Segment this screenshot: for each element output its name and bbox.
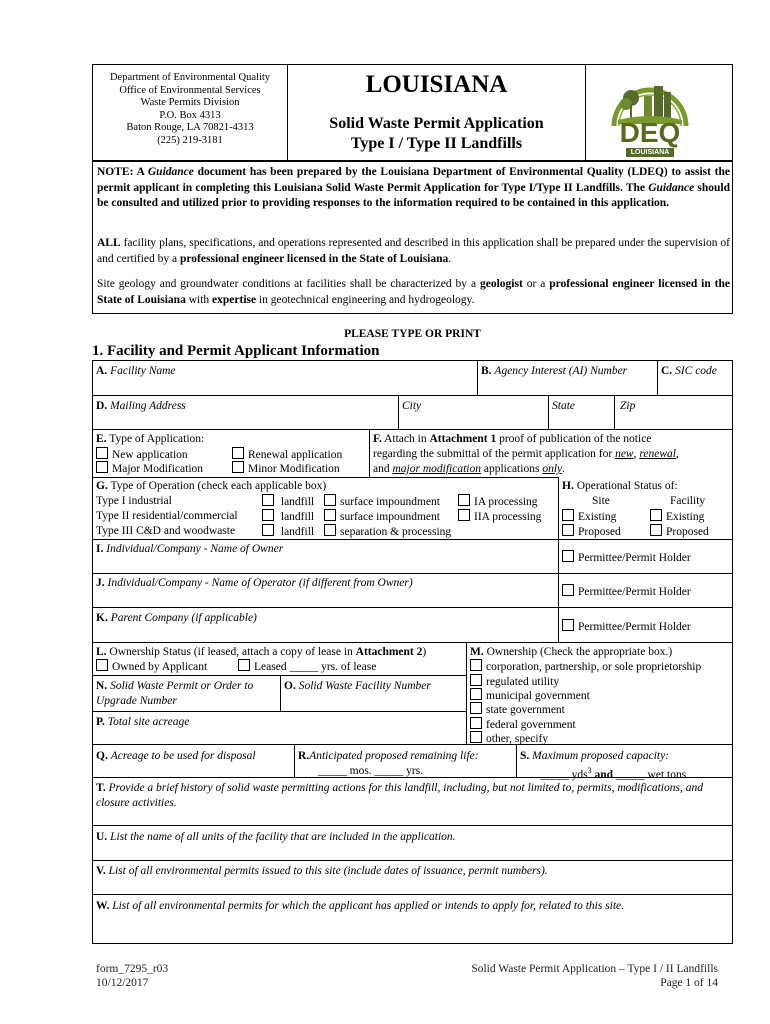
major-modification-checkbox[interactable]: Major Modification xyxy=(96,461,203,477)
operation-type-label: G. Type of Operation (check each applicable box) xyxy=(96,480,327,492)
type2-surface-impoundment-checkbox[interactable]: surface impoundment xyxy=(324,509,440,525)
renewal-application-checkbox[interactable]: Renewal application xyxy=(232,447,342,463)
dept-line: (225) 219-3181 xyxy=(157,134,223,146)
total-site-acreage-field[interactable]: P. Total site acreage xyxy=(96,716,190,728)
dept-line: Waste Permits Division xyxy=(140,97,240,108)
footer-title: Solid Waste Permit Application – Type I / II Landfills xyxy=(471,963,718,975)
max-capacity-blanks[interactable]: _____ yds$^3$ and _____ wet tons xyxy=(540,766,687,781)
facility-column-label: Facility xyxy=(670,495,706,507)
engineer-paragraph: ALL facility plans, specifications, and operations represented and described in this application shall be prepared under the supervision of and certified by a professional engineer licensed in the State of Louisiana. xyxy=(97,237,730,265)
deq-logo-text: DEQ xyxy=(619,117,681,148)
permit-order-number-field[interactable]: N. Solid Waste Permit or Order to Upgrade Number xyxy=(96,680,254,707)
max-capacity-field[interactable]: S. Maximum proposed capacity: xyxy=(520,750,670,762)
operator-permittee-checkbox[interactable]: Permittee/Permit Holder xyxy=(562,584,691,600)
facility-units-field[interactable]: U. List the name of all units of the facility that are included in the application. xyxy=(96,831,456,843)
footer-form-info xyxy=(96,962,168,990)
section-title: 1. Facility and Permit Applicant Information xyxy=(92,343,380,359)
form-date: 10/12/2017 xyxy=(96,977,149,989)
form-title-line2: Type I / Type II Landfills xyxy=(350,135,523,152)
site-proposed-checkbox[interactable]: Proposed xyxy=(562,524,621,540)
type1-surface-impoundment-checkbox[interactable]: surface impoundment xyxy=(324,494,440,510)
disposal-acreage-field[interactable]: Q. Acreage to be used for disposal xyxy=(96,750,256,762)
city-field[interactable]: City xyxy=(402,400,422,412)
operation-type-row: Type II residential/commercial xyxy=(96,510,238,522)
state-field[interactable]: State xyxy=(552,400,575,412)
footer-page-info xyxy=(380,962,718,990)
minor-modification-checkbox[interactable]: Minor Modification xyxy=(232,461,340,477)
facility-name-field[interactable]: A. Facility Name xyxy=(96,365,176,377)
sic-code-field[interactable]: C. SIC code xyxy=(661,365,717,377)
dept-line: Department of Environmental Quality xyxy=(109,72,271,83)
form-title-line1: Solid Waste Permit Application xyxy=(329,115,544,132)
application-type: E. Type of Application: xyxy=(96,433,205,445)
parent-permittee-checkbox[interactable]: Permittee/Permit Holder xyxy=(562,619,691,635)
owner-permittee-checkbox[interactable]: Permittee/Permit Holder xyxy=(562,550,691,566)
ownership-other-checkbox[interactable]: other, specify xyxy=(470,731,548,747)
remaining-life-field[interactable]: R.Anticipated proposed remaining life: xyxy=(298,750,479,762)
site-existing-checkbox[interactable]: Existing xyxy=(562,509,616,525)
ia-processing-checkbox[interactable]: IA processing xyxy=(458,494,538,510)
form-number: form_7295_r03 xyxy=(96,963,169,975)
operation-type-row: Type I industrial xyxy=(96,495,172,507)
agency-interest-number-field[interactable]: B. Agency Interest (AI) Number xyxy=(481,365,628,377)
operational-status-label: H. Operational Status of: xyxy=(562,480,678,492)
leased-checkbox[interactable]: Leased _____ yrs. of lease xyxy=(238,659,376,675)
parent-company-field[interactable]: K. Parent Company (if applicable) xyxy=(96,612,257,624)
operator-name-field[interactable]: J. Individual/Company - Name of Operator (if different from Owner) xyxy=(96,577,413,589)
attachment-1-instruction: F. Attach in Attachment 1 proof of publication of the notice xyxy=(373,433,652,445)
owner-name-field[interactable]: I. Individual/Company - Name of Owner xyxy=(96,543,284,555)
facility-proposed-checkbox[interactable]: Proposed xyxy=(650,524,709,540)
note-paragraph: NOTE: A Guidance document has been prepared by the Louisiana Department of Environmental Quality (LDEQ) to assist the permit applicant in completing this Louisiana Solid Waste Permit Application for Type I/Type II Landfills. The Guidance should be consulted and utilized prior to providing responses to the information required to be contained in this application. xyxy=(97,166,730,209)
deq-logo xyxy=(604,68,696,158)
ownership-corporation-checkbox[interactable]: corporation, partnership, or sole proprietorship xyxy=(470,659,701,675)
site-column-label: Site xyxy=(592,495,610,507)
attachment-1-instruction-line3: and major modification applications only. xyxy=(373,463,565,475)
operation-type-row: Type III C&D and woodwaste xyxy=(96,525,236,537)
attachment-1-instruction-line2: regarding the submittal of the permit application for new, renewal, xyxy=(373,448,679,460)
ownership-state-checkbox[interactable]: state government xyxy=(470,702,565,718)
permitting-history-field[interactable]: T. Provide a brief history of solid waste permitting actions for this landfill, including, but not limited to, permits, modifications, and closure activities. xyxy=(96,782,703,809)
page-number: Page 1 of 14 xyxy=(660,977,718,989)
type3-landfill-checkbox[interactable]: landfill xyxy=(262,524,314,540)
ownership-municipal-checkbox[interactable]: municipal government xyxy=(470,688,590,704)
lease-years-blank[interactable]: _____ xyxy=(289,661,319,673)
applied-permits-field[interactable]: W. List of all environmental permits for which the applicant has applied or intends to apply for, related to this site. xyxy=(96,900,625,912)
type3-separation-processing-checkbox[interactable]: separation & processing xyxy=(324,524,451,540)
owned-by-applicant-checkbox[interactable]: Owned by Applicant xyxy=(96,659,207,675)
department-address xyxy=(94,72,286,147)
ownership-utility-checkbox[interactable]: regulated utility xyxy=(470,674,559,690)
dept-line: Office of Environmental Services xyxy=(119,84,261,96)
iia-processing-checkbox[interactable]: IIA processing xyxy=(458,509,541,525)
issued-permits-field[interactable]: V. List of all environmental permits issued to this site (include dates of issuance, permit numbers). xyxy=(96,865,548,877)
ownership-label: M. Ownership (Check the appropriate box.) xyxy=(470,646,673,658)
facility-number-field[interactable]: O. Solid Waste Facility Number xyxy=(284,680,431,692)
geology-paragraph: Site geology and groundwater conditions at facilities shall be characterized by a geologist or a professional engineer licensed in the State of Louisiana with expertise in geotechnical engineering and hydrogeology. xyxy=(97,278,730,306)
state-title: LOUISIANA xyxy=(365,71,508,98)
dept-line: Baton Rouge, LA 70821-4313 xyxy=(126,122,254,133)
mailing-address-field[interactable]: D. Mailing Address xyxy=(96,400,186,412)
please-type-or-print: PLEASE TYPE OR PRINT xyxy=(344,328,481,340)
dept-line: P.O. Box 4313 xyxy=(159,109,221,121)
remaining-life-blanks[interactable]: _____ mos. _____ yrs. xyxy=(318,765,424,777)
facility-existing-checkbox[interactable]: Existing xyxy=(650,509,704,525)
zip-field[interactable]: Zip xyxy=(620,400,636,412)
type1-landfill-checkbox[interactable]: landfill xyxy=(262,494,314,510)
ownership-federal-checkbox[interactable]: federal government xyxy=(470,717,576,733)
new-application-checkbox[interactable]: New application xyxy=(96,447,188,463)
type2-landfill-checkbox[interactable]: landfill xyxy=(262,509,314,525)
deq-logo-subtext: LOUISIANA xyxy=(626,148,674,157)
ownership-status-label: L. Ownership Status (if leased, attach a copy of lease in Attachment 2) xyxy=(96,646,427,658)
form-title xyxy=(288,114,585,154)
